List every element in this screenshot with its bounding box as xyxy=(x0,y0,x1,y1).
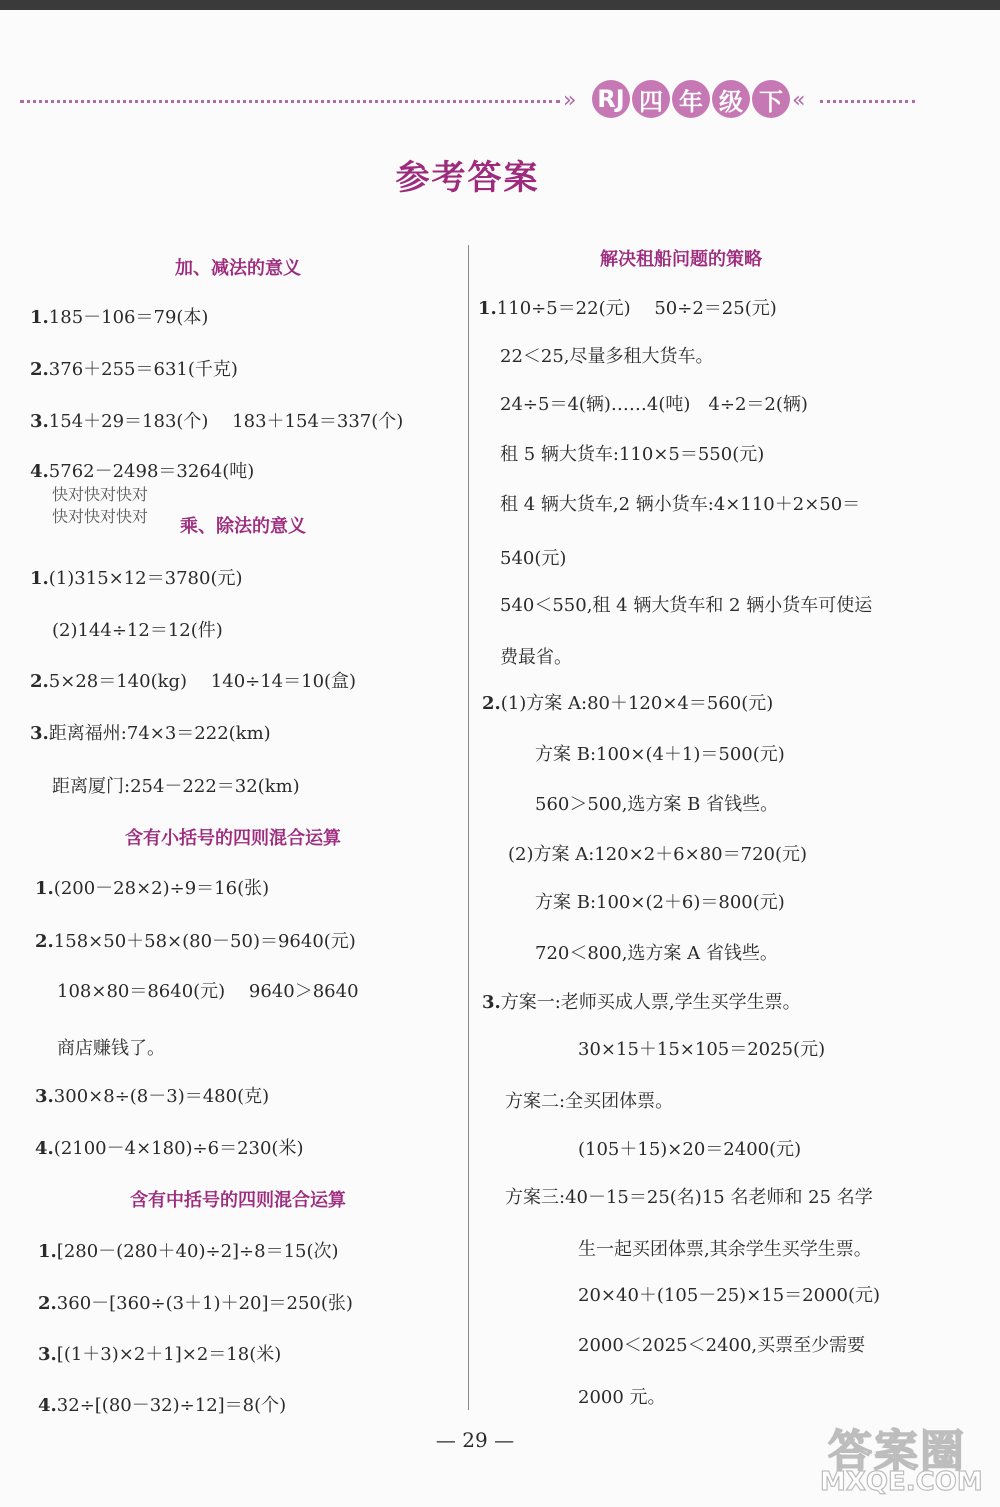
arrow-ornament-icon: » xyxy=(563,88,577,113)
answer-line: 540(元) xyxy=(500,548,567,569)
watermark-text: 快对快对快对 xyxy=(52,485,149,504)
answer-line: 2.(1)方案 A:80＋120×4＝560(元) xyxy=(482,693,774,714)
answer-line: 560＞500,选方案 B 省钱些。 xyxy=(535,794,779,815)
answer-line: 方案 B:100×(2＋6)＝800(元) xyxy=(535,892,785,913)
grade-badge-char: 下 xyxy=(752,80,790,118)
answer-line: 费最省。 xyxy=(500,647,572,668)
logo-domain: MXQE.COM xyxy=(820,1467,983,1497)
section-title: 含有小括号的四则混合运算 xyxy=(125,828,341,849)
answer-line: 108×80＝8640(元) 9640＞8640 xyxy=(57,981,359,1002)
answer-line: 商店赚钱了。 xyxy=(57,1038,165,1059)
answer-line: 4.5762－2498＝3264(吨) xyxy=(30,461,255,482)
answer-line: 2.158×50＋58×(80－50)＝9640(元) xyxy=(35,931,356,952)
answer-line: 3.方案一:老师买成人票,学生买学生票。 xyxy=(482,992,801,1013)
answer-line: 3.[(1＋3)×2＋1]×2＝18(米) xyxy=(38,1344,282,1365)
watermark-text: 快对快对快对 xyxy=(52,507,149,526)
answer-line: 22＜25,尽量多租大货车。 xyxy=(500,346,714,367)
answer-line: 540＜550,租 4 辆大货车和 2 辆小货车可使运 xyxy=(500,595,873,616)
section-title: 乘、除法的意义 xyxy=(180,516,306,537)
answer-line: 1.[280－(280＋40)÷2]÷8＝15(次) xyxy=(38,1241,339,1262)
answer-line: 20×40＋(105－25)×15＝2000(元) xyxy=(578,1285,881,1306)
top-edge xyxy=(0,0,1000,10)
answer-line: 4.(2100－4×180)÷6＝230(米) xyxy=(35,1138,304,1159)
answer-line: 30×15＋15×105＝2025(元) xyxy=(578,1039,826,1060)
answer-line: 1.185－106＝79(本) xyxy=(30,307,209,328)
grade-badge-char: 四 xyxy=(632,80,670,118)
answer-line: 4.32÷[(80－32)÷12]＝8(个) xyxy=(38,1395,287,1416)
page-title: 参考答案 xyxy=(395,158,540,198)
answer-line: 1.110÷5＝22(元) 50÷2＝25(元) xyxy=(478,298,777,319)
answer-line: 1.(1)315×12＝3780(元) xyxy=(30,568,243,589)
answer-line: (2)方案 A:120×2＋6×80＝720(元) xyxy=(508,844,808,865)
answer-line: (2)144÷12＝12(件) xyxy=(52,620,223,641)
grade-badge-char: 级 xyxy=(712,80,750,118)
grade-badge-char: 年 xyxy=(672,80,710,118)
answer-line: 1.(200－28×2)÷9＝16(张) xyxy=(35,878,270,899)
answer-line: 2.5×28＝140(kg) 140÷14＝10(盒) xyxy=(30,671,357,692)
answer-line: 生一起买团体票,其余学生买学生票。 xyxy=(578,1239,872,1260)
answer-line: 2.360－[360÷(3＋1)＋20]＝250(张) xyxy=(38,1293,353,1314)
page-number: — 29 — xyxy=(435,1428,515,1452)
answer-line: 方案 B:100×(4＋1)＝500(元) xyxy=(535,744,785,765)
grade-badge-letter: RJ xyxy=(592,80,630,118)
header-dotted-rule-left xyxy=(20,100,560,103)
logo-text: 答案圈 xyxy=(828,1426,966,1477)
section-title: 含有中括号的四则混合运算 xyxy=(130,1190,346,1211)
answer-line: 2000 元。 xyxy=(578,1387,666,1408)
arrow-ornament-icon: « xyxy=(792,88,806,113)
answer-line: 3.154＋29＝183(个) 183＋154＝337(个) xyxy=(30,411,404,432)
answer-line: 3.距离福州:74×3＝222(km) xyxy=(30,723,271,744)
site-logo xyxy=(820,1415,995,1503)
answer-line: 方案三:40－15＝25(名)15 名老师和 25 名学 xyxy=(505,1187,873,1208)
answer-line: 2000＜2025＜2400,买票至少需要 xyxy=(578,1335,866,1356)
column-divider xyxy=(468,245,469,1410)
header-dotted-rule-right xyxy=(820,100,915,103)
answer-line: 距离厦门:254－222＝32(km) xyxy=(52,776,300,797)
answer-line: 720＜800,选方案 A 省钱些。 xyxy=(535,943,778,964)
section-title: 解决租船问题的策略 xyxy=(600,249,762,270)
answer-line: 24÷5＝4(辆)……4(吨) 4÷2＝2(辆) xyxy=(500,394,808,415)
section-title: 加、减法的意义 xyxy=(175,258,301,279)
answer-line: 3.300×8÷(8－3)＝480(克) xyxy=(35,1086,270,1107)
answer-line: 方案二:全买团体票。 xyxy=(505,1091,674,1112)
answer-line: 租 4 辆大货车,2 辆小货车:4×110＋2×50＝ xyxy=(500,494,861,515)
answer-line: 2.376＋255＝631(千克) xyxy=(30,359,238,380)
answer-line: 租 5 辆大货车:110×5＝550(元) xyxy=(500,444,765,465)
answer-line: (105＋15)×20＝2400(元) xyxy=(578,1139,802,1160)
